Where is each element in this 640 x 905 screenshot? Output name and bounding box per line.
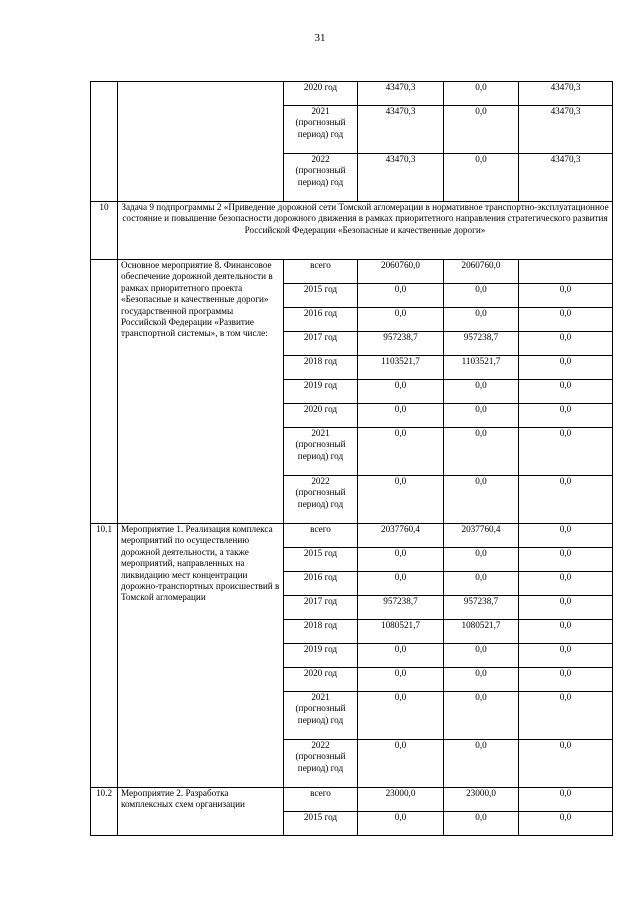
year-cell: 2022 (прогнозный период) год [284,476,358,524]
amount-cell: 0,0 [444,812,519,836]
amount-cell: 0,0 [519,812,613,836]
amount-cell: 2060760,0 [358,260,444,284]
row-number: 10.1 [91,524,118,788]
amount-cell: 0,0 [519,668,613,692]
amount-cell: 1103521,7 [444,356,519,380]
amount-cell: 0,0 [519,284,613,308]
amount-cell: 0,0 [358,740,444,788]
amount-cell: 957238,7 [444,332,519,356]
amount-cell: 0,0 [519,788,613,812]
year-cell: 2018 год [284,620,358,644]
amount-cell: 0,0 [519,596,613,620]
amount-cell: 0,0 [358,308,444,332]
amount-cell: 43470,3 [358,82,444,106]
measure-description: Мероприятие 2. Разработка комплексных схем организации [118,788,284,836]
amount-cell: 0,0 [519,356,613,380]
measure-description [118,82,284,202]
budget-table [90,81,613,836]
task-row [91,202,613,260]
amount-cell: 0,0 [519,548,613,572]
amount-cell: 0,0 [444,308,519,332]
amount-cell: 0,0 [358,380,444,404]
year-cell: 2019 год [284,644,358,668]
amount-cell: 0,0 [444,668,519,692]
amount-cell: 0,0 [358,404,444,428]
year-cell: 2017 год [284,596,358,620]
amount-cell: 0,0 [519,404,613,428]
year-cell: 2016 год [284,308,358,332]
amount-cell: 2037760,4 [444,524,519,548]
year-cell: всего [284,524,358,548]
year-cell: всего [284,788,358,812]
amount-cell: 1103521,7 [358,356,444,380]
amount-cell: 0,0 [444,740,519,788]
amount-cell: 0,0 [444,82,519,106]
amount-cell: 957238,7 [358,332,444,356]
year-cell: 2015 год [284,812,358,836]
amount-cell: 0,0 [358,548,444,572]
year-cell: 2015 год [284,548,358,572]
amount-cell: 43470,3 [519,154,613,202]
measure-description: Основное мероприятие 8. Финансовое обеспечение дорожной деятельности в рамках приоритетного проекта «Безопасные и качественные дороги» государственной программы Российской Федерации «Развитие транспортной системы», в том числе: [118,260,284,524]
year-cell: 2017 год [284,332,358,356]
amount-cell [519,260,613,284]
amount-cell: 0,0 [358,644,444,668]
amount-cell: 43470,3 [358,154,444,202]
year-cell: 2020 год [284,82,358,106]
table-row [91,788,613,812]
amount-cell: 0,0 [444,106,519,154]
year-cell: 2021 (прогнозный период) год [284,428,358,476]
task-title: Задача 9 подпрограммы 2 «Приведение дорожной сети Томской агломерации в нормативное транспортно-эксплуатационное состояние и повышение безопасности дорожного движения в рамках приоритетного направления стратегического развития Российской Федерации «Безопасные и качественные дороги» [118,202,613,260]
measure-description: Мероприятие 1. Реализация комплекса мероприятий по осуществлению дорожной деятельности, а также мероприятий, направленных на ликвидацию мест концентрации дорожно-транспортных происшествий в Томской агломерации [118,524,284,788]
table-row [91,260,613,284]
amount-cell: 0,0 [519,692,613,740]
amount-cell: 0,0 [519,476,613,524]
amount-cell: 0,0 [519,740,613,788]
amount-cell: 0,0 [444,284,519,308]
year-cell: всего [284,260,358,284]
amount-cell: 0,0 [519,620,613,644]
amount-cell: 2037760,4 [358,524,444,548]
row-number [91,82,118,202]
row-number [91,260,118,524]
year-cell: 2016 год [284,572,358,596]
year-cell: 2022 (прогнозный период) год [284,740,358,788]
amount-cell: 1080521,7 [358,620,444,644]
amount-cell: 0,0 [519,644,613,668]
amount-cell: 23000,0 [444,788,519,812]
amount-cell: 0,0 [444,428,519,476]
table-row [91,524,613,548]
year-cell: 2021 (прогнозный период) год [284,692,358,740]
amount-cell: 43470,3 [519,106,613,154]
amount-cell: 0,0 [519,332,613,356]
year-cell: 2022 (прогнозный период) год [284,154,358,202]
amount-cell: 0,0 [358,428,444,476]
amount-cell: 0,0 [358,692,444,740]
amount-cell: 0,0 [519,428,613,476]
amount-cell: 957238,7 [444,596,519,620]
amount-cell: 0,0 [519,572,613,596]
page-number: 31 [314,32,326,44]
year-cell: 2018 год [284,356,358,380]
table-row [91,82,613,106]
amount-cell: 0,0 [444,476,519,524]
year-cell: 2019 год [284,380,358,404]
amount-cell: 0,0 [444,692,519,740]
amount-cell: 0,0 [358,668,444,692]
amount-cell: 1080521,7 [444,620,519,644]
year-cell: 2020 год [284,668,358,692]
row-number: 10 [91,202,118,260]
amount-cell: 957238,7 [358,596,444,620]
amount-cell: 0,0 [358,476,444,524]
amount-cell: 0,0 [358,284,444,308]
amount-cell: 0,0 [444,380,519,404]
amount-cell: 0,0 [444,644,519,668]
amount-cell: 2060760,0 [444,260,519,284]
amount-cell: 43470,3 [519,82,613,106]
amount-cell: 0,0 [444,572,519,596]
amount-cell: 0,0 [358,812,444,836]
row-number: 10.2 [91,788,118,836]
amount-cell: 0,0 [519,380,613,404]
amount-cell: 43470,3 [358,106,444,154]
year-cell: 2020 год [284,404,358,428]
year-cell: 2015 год [284,284,358,308]
amount-cell: 0,0 [519,308,613,332]
amount-cell: 0,0 [444,404,519,428]
amount-cell: 0,0 [358,572,444,596]
year-cell: 2021 (прогнозный период) год [284,106,358,154]
amount-cell: 0,0 [444,154,519,202]
amount-cell: 0,0 [519,524,613,548]
amount-cell: 23000,0 [358,788,444,812]
amount-cell: 0,0 [444,548,519,572]
